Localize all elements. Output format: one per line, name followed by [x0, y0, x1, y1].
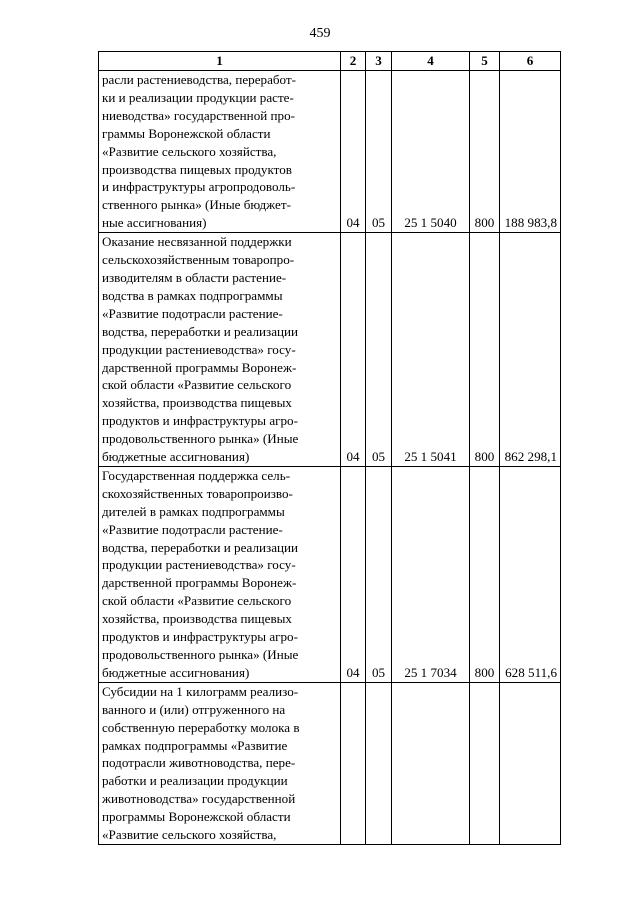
expense-type-code: 800	[470, 71, 500, 233]
description-line: и инфраструктуры агропродоволь-	[102, 179, 296, 195]
page-number: 459	[309, 26, 331, 41]
description-line: ственного рынка» (Иные бюджет-	[102, 197, 291, 213]
table-header-row	[99, 52, 561, 71]
subsection-code: 05	[366, 466, 392, 682]
column-header-subsection: 3	[366, 52, 392, 71]
amount-value	[500, 682, 561, 844]
description-line: программы Воронежской области	[102, 809, 291, 825]
column-header-section: 2	[341, 52, 366, 71]
description-line: продуктов и инфраструктуры агро-	[102, 629, 298, 645]
description-line: ской области «Развитие сельского	[102, 593, 292, 609]
description-line: Государственная поддержка сель-	[102, 467, 291, 483]
description-line: ской области «Развитие сельского	[102, 377, 292, 393]
expense-type-code: 800	[470, 466, 500, 682]
description-line: продовольственного рынка» (Иные	[102, 431, 299, 447]
description-line: водства, переработки и реализации	[102, 323, 299, 339]
row-description	[99, 466, 341, 682]
row-description	[99, 233, 341, 467]
target-article-code: 25 1 5041	[392, 233, 470, 467]
table-row	[99, 682, 561, 844]
row-description	[99, 71, 341, 233]
description-line: бюджетные ассигнования)	[102, 449, 250, 465]
description-line: подотрасли животноводства, пере-	[102, 755, 296, 771]
description-line: собственную переработку молока в	[102, 719, 300, 735]
expense-type-code: 800	[470, 233, 500, 467]
description-line: ки и реализации продукции расте-	[102, 89, 294, 105]
description-line: продовольственного рынка» (Иные	[102, 647, 299, 662]
expense-type-code	[470, 682, 500, 844]
subsection-code: 05	[366, 71, 392, 233]
description-line: «Развитие подотрасли растение-	[102, 305, 283, 321]
description-line: бюджетные ассигнования)	[102, 664, 250, 680]
description-line: дарственной программы Воронеж-	[102, 359, 297, 375]
section-code	[341, 682, 366, 844]
amount-value: 628 511,6	[500, 466, 561, 682]
description-line: работки и реализации продукции	[102, 773, 288, 789]
target-article-code	[392, 682, 470, 844]
description-line: продукции растениеводства» госу-	[102, 557, 296, 573]
column-header-amount: 6	[500, 52, 561, 71]
description-line: ные ассигнования)	[102, 215, 207, 231]
description-line: продуктов и инфраструктуры агро-	[102, 413, 298, 429]
description-line: хозяйства, производства пищевых	[102, 395, 292, 411]
amount-value: 862 298,1	[500, 233, 561, 467]
amount-value: 188 983,8	[500, 71, 561, 233]
description-line: дителей в рамках подпрограммы	[102, 503, 285, 519]
description-line: животноводства» государственной	[102, 791, 296, 807]
description-line: «Развитие подотрасли растение-	[102, 521, 283, 537]
description-line: «Развитие сельского хозяйства,	[102, 827, 277, 843]
description-line: производства пищевых продуктов	[102, 161, 292, 177]
description-line: дарственной программы Воронеж-	[102, 575, 297, 591]
description-line: водства, переработки и реализации	[102, 539, 299, 555]
table-row	[99, 71, 561, 233]
section-code: 04	[341, 233, 366, 467]
description-line: «Развитие сельского хозяйства,	[102, 143, 277, 159]
description-line: хозяйства, производства пищевых	[102, 611, 292, 627]
description-line: сельскохозяйственным товаропро-	[102, 252, 295, 268]
row-description	[99, 682, 341, 844]
section-code: 04	[341, 71, 366, 233]
budget-table	[98, 51, 561, 845]
description-line: ванного и (или) отгруженного на	[102, 701, 286, 717]
table-row	[99, 466, 561, 682]
description-line: граммы Воронежской области	[102, 125, 271, 141]
description-line: водства в рамках подпрограммы	[102, 287, 283, 303]
table-row	[99, 233, 561, 467]
column-header-target-article: 4	[392, 52, 470, 71]
description-line: изводителям в области растение-	[102, 269, 287, 285]
table-body	[99, 71, 561, 845]
column-header-description: 1	[99, 52, 341, 71]
description-line: рамках подпрограммы «Развитие	[102, 737, 288, 753]
description-line: Оказание несвязанной поддержки	[102, 234, 292, 250]
description-line: скохозяйственных товаропроизво-	[102, 485, 293, 501]
section-code: 04	[341, 466, 366, 682]
description-line: Субсидии на 1 килограмм реализо-	[102, 683, 299, 699]
target-article-code: 25 1 7034	[392, 466, 470, 682]
description-line: продукции растениеводства» госу-	[102, 341, 296, 357]
subsection-code	[366, 682, 392, 844]
target-article-code: 25 1 5040	[392, 71, 470, 233]
subsection-code: 05	[366, 233, 392, 467]
description-line: ниеводства» государственной про-	[102, 107, 295, 123]
column-header-expense-type: 5	[470, 52, 500, 71]
description-line: расли растениеводства, переработ-	[102, 72, 296, 87]
